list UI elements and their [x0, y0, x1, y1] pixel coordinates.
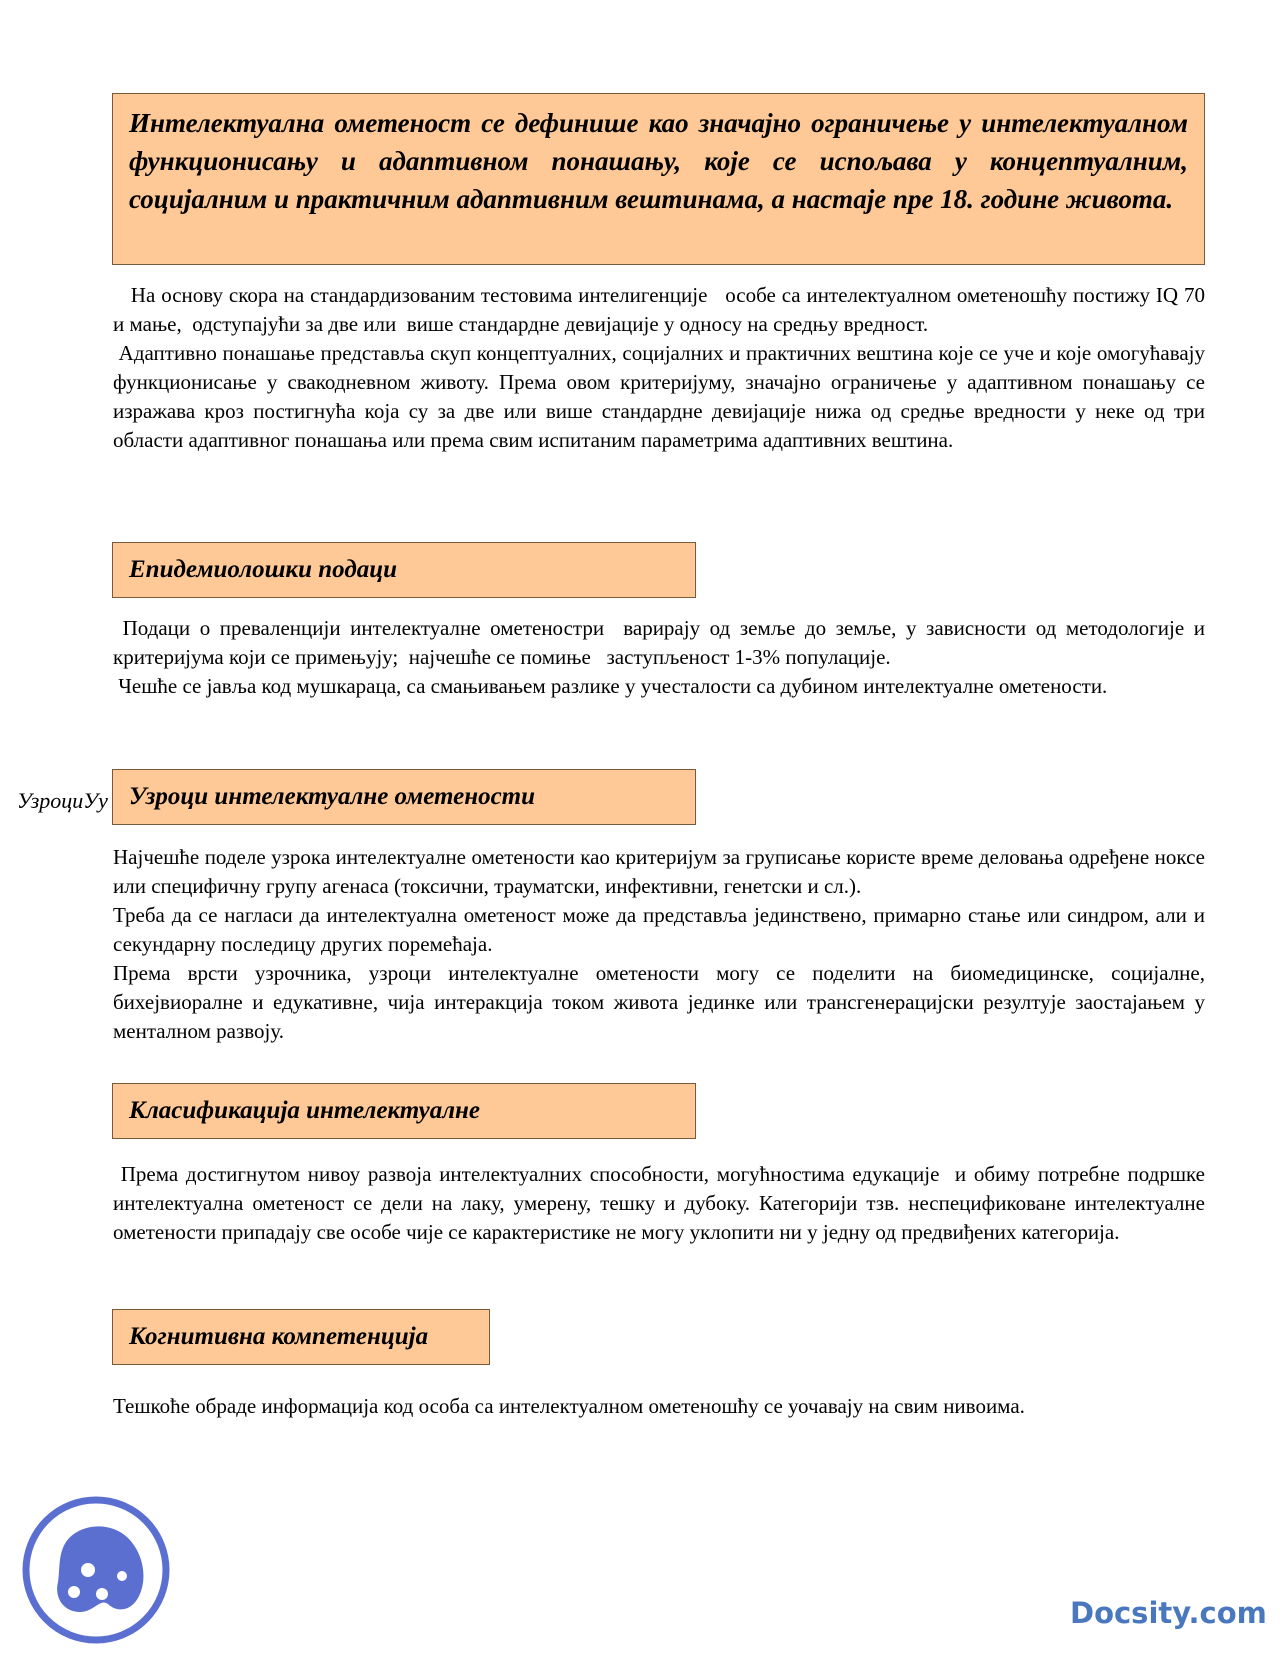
definition-box: Интелектуална ометеност се дефинише као значајно ограничење у интелектуалном функционисању и адаптивном понашању, које се испољава у концептуалним, социјалним и практичним адаптивним вештинама, а настаје пре 18. године живота. [112, 93, 1205, 265]
causes-heading: Узроци интелектуалне ометености [112, 769, 696, 825]
epidemiology-heading: Епидемиолошки подаци [112, 542, 696, 598]
causes-paragraph-1: Најчешће поделе узрока интелектуалне ометености као критеријум за груписање користе време деловања одређене ноксе или специфичну групу агенаса (токсични, трауматски, инфективни, генетски и сл.). [113, 845, 1205, 898]
causes-section [113, 843, 1205, 1046]
causes-paragraph-2: Треба да се нагласи да интелектуална ометеност може да представља јединствено, примарно стање или синдром, али и секундарну последицу других поремећаја. [113, 903, 1205, 956]
epidemiology-section [113, 614, 1211, 701]
classification-heading: Класификација интелектуалне [112, 1083, 696, 1139]
cognitive-section [113, 1392, 1205, 1421]
epidemiology-paragraph-2: Чешће се јавља код мушкараца, са смањивањем разлике у учесталости са дубином интелектуалне ометености. [113, 674, 1108, 698]
docsity-brand[interactable]: Docsity.com [1070, 1596, 1267, 1630]
intro-section [113, 281, 1211, 455]
cognitive-paragraph-1: Тешкоће обраде информација код особа са интелектуалном ометеношћу се уочавају на свим нивоима. [113, 1394, 1025, 1418]
classification-paragraph-1: Према достигнутом нивоу развоја интелектуалних способности, могућностима едукације и обиму потребне подршке интелектуална ометеност се дели на лаку, умерену, тешку и дубоку. Категорији тзв. неспецификоване интелектуалне ометености припадају све особе чије се карактеристике не могу уклопити ни у једну од предвиђених категорија. [113, 1162, 1211, 1244]
intro-paragraph-2: Адаптивно понашање представља скуп концептуалних, социјалних и практичних вештина које се уче и које омогућавају функционисање у свакодневном животу. Према овом критеријуму, значајно ограничење у адаптивном понашању се изражава кроз постигнућа која су за две или више стандардне девијације нижа од средње вредности у неке од три области адаптивног понашања или према свим испитаним параметрима адаптивних вештина. [113, 341, 1211, 452]
causes-side-label: УзроциУу [17, 788, 108, 813]
causes-paragraph-3: Према врсти узрочника, узроци интелектуалне ометености могу се поделити на биомедицинске, социјалне, бихејвиоралне и едукативне, чија интеракција током живота јединке или трансгенерацијски резултује заостајањем у менталном развоју. [113, 961, 1205, 1043]
epidemiology-paragraph-1: Подаци о преваленцији интелектуалне ометеностри варирају од земље до земље, у зависности од методологије и критеријума који се примењују; најчешће се помиње заступљеност 1-3% популације. [113, 616, 1211, 669]
cognitive-heading: Когнитивна компетенција [112, 1309, 490, 1365]
classification-section [113, 1160, 1211, 1247]
docsity-logo-icon [20, 1494, 172, 1646]
intro-paragraph-1: На основу скора на стандардизованим тестовима интелигенције особе са интелектуалном ометеношћу постижу IQ 70 и мање, одступајући за две или више стандардне девијације у односу на средњу вредност. [113, 283, 1211, 336]
